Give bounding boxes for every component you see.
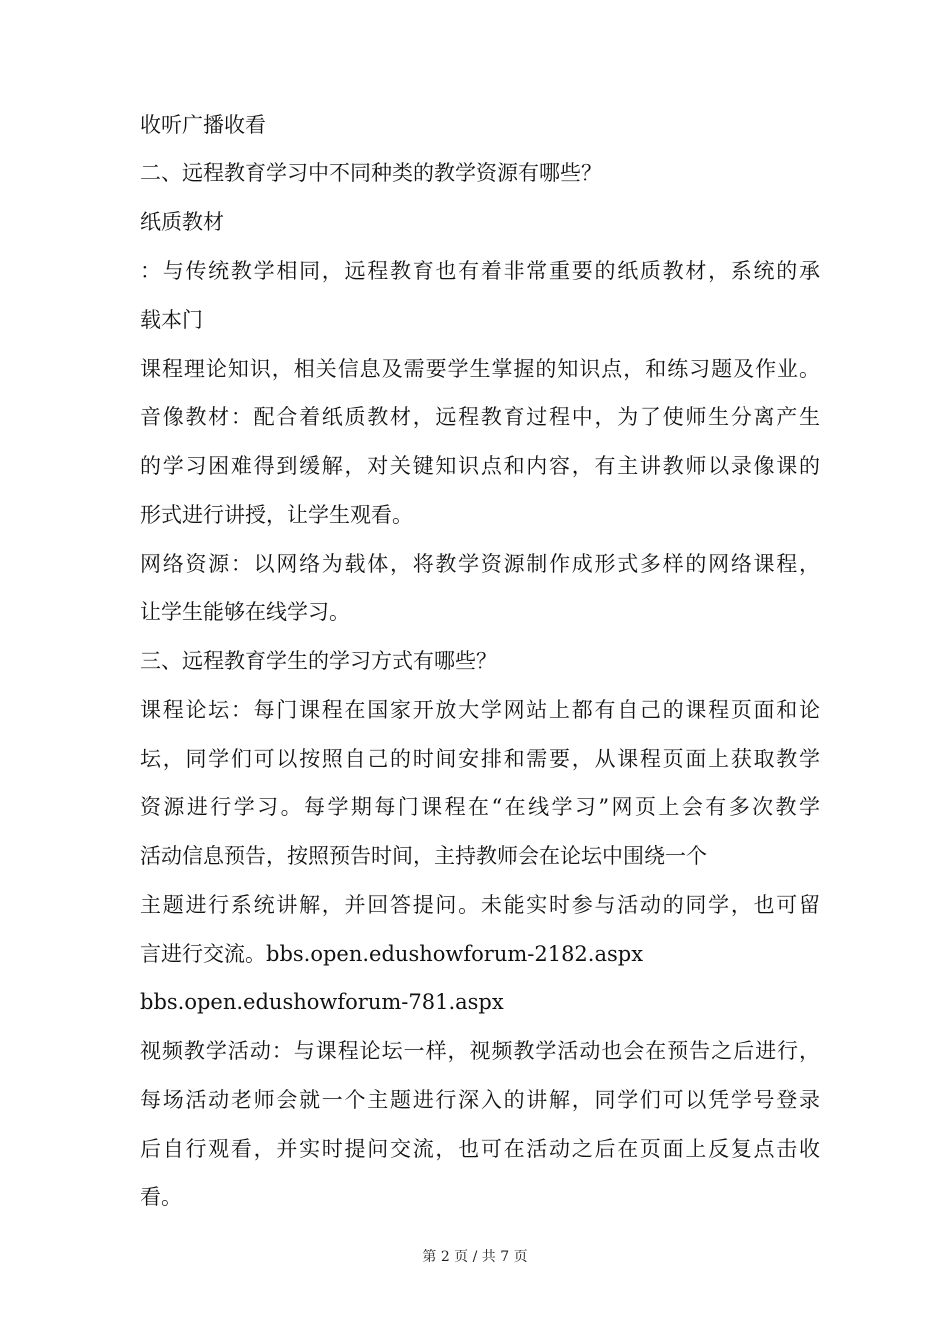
text-line: 视频教学活动：与课程论坛一样，视频教学活动也会在预告之后进行，	[140, 1039, 820, 1063]
text-line: 后自行观看，并实时提问交流，也可在活动之后在页面上反复点击收	[140, 1137, 820, 1161]
text-line: 坛，同学们可以按照自己的时间安排和需要，从课程页面上获取教学	[140, 747, 820, 771]
text-line: 言进行交流。bbs.open.edushowforum-2182.aspx	[140, 942, 644, 966]
text-line: 收听广播收看	[140, 113, 266, 137]
text-line: 让学生能够在线学习。	[140, 600, 350, 624]
page-number-footer: 第 2 页 / 共 7 页	[422, 1249, 528, 1265]
text-line: 载本门	[140, 308, 203, 332]
text-line: 音像教材：配合着纸质教材，远程教育过程中，为了使师生分离产生	[140, 405, 820, 429]
text-line: bbs.open.edushowforum-781.aspx	[140, 990, 504, 1014]
text-line: 课程理论知识，相关信息及需要学生掌握的知识点，和练习题及作业。	[140, 357, 820, 381]
text-line: 活动信息预告，按照预告时间，主持教师会在论坛中围绕一个	[140, 844, 707, 868]
text-line: 网络资源：以网络为载体，将教学资源制作成形式多样的网络课程，	[140, 552, 820, 576]
text-line: 资源进行学习。每学期每门课程在“在线学习”网页上会有多次教学	[140, 795, 820, 819]
text-line: 的学习困难得到缓解，对关键知识点和内容，有主讲教师以录像课的	[140, 454, 820, 478]
section-heading: 二、远程教育学习中不同种类的教学资源有哪些？	[140, 161, 602, 185]
text-line: 课程论坛：每门课程在国家开放大学网站上都有自己的课程页面和论	[140, 698, 820, 722]
text-line: 主题进行系统讲解，并回答提问。未能实时参与活动的同学，也可留	[140, 893, 820, 917]
text-line: 形式进行讲授，让学生观看。	[140, 503, 413, 527]
text-line: 每场活动老师会就一个主题进行深入的讲解，同学们可以凭学号登录	[140, 1088, 820, 1112]
section-heading: 三、远程教育学生的学习方式有哪些？	[140, 649, 497, 673]
text-line: 看。	[140, 1185, 182, 1209]
text-line: ：与传统教学相同，远程教育也有着非常重要的纸质教材，系统的承	[140, 259, 820, 283]
text-line: 纸质教材	[140, 210, 224, 234]
